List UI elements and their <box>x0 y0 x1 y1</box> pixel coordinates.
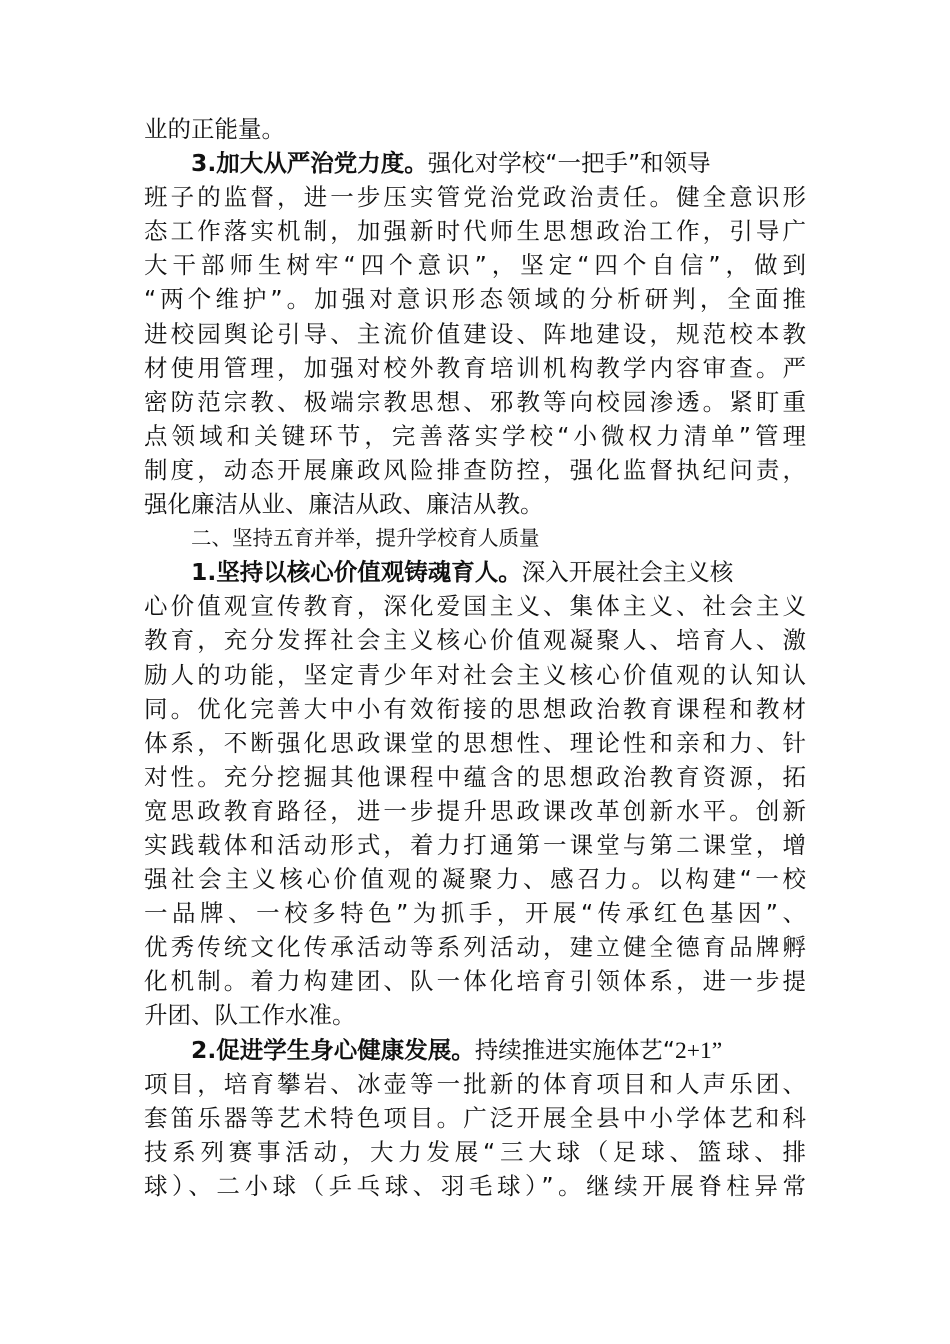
text-line: 心价值观宣传教育，深化爱国主义、集体主义、社会主义 <box>144 592 806 621</box>
text-line: 强化廉洁从业、廉洁从政、廉洁从教。 <box>144 490 544 519</box>
section-1-heading-line <box>144 555 806 589</box>
text-line: 励人的功能，坚定青少年对社会主义核心价值观的认知认 <box>144 660 806 689</box>
paragraph-text: 深入开展社会主义核 <box>521 558 734 587</box>
text-line: 技系列赛事活动，大力发展“三大球（足球、篮球、排 <box>144 1137 806 1166</box>
section-1-title: 1.坚持以核心价值观铸魂育人。 <box>191 558 522 587</box>
text-line: 化机制。着力构建团、队一体化培育引领体系，进一步提 <box>144 967 806 996</box>
text-line: 一品牌、一校多特色”为抓手，开展“传承红色基因”、 <box>144 899 806 928</box>
section-2-heading-line <box>144 1033 806 1067</box>
document-page <box>144 112 806 1203</box>
text-line: 实践载体和活动形式，着力打通第一课堂与第二课堂，增 <box>144 830 806 859</box>
section-3-heading-line <box>144 146 806 180</box>
text-line: “两个维护”。加强对意识形态领域的分析研判，全面推 <box>144 285 806 314</box>
text-line: 升团、队工作水准。 <box>144 1001 356 1030</box>
text-line: 业的正能量。 <box>144 115 285 143</box>
text-line: 材使用管理，加强对校外教育培训机构教学内容审查。严 <box>144 353 806 382</box>
text-line: 宽思政教育路径，进一步提升思政课改革创新水平。创新 <box>144 796 806 825</box>
text-line: 优秀传统文化传承活动等系列活动，建立健全德育品牌孵 <box>144 933 806 962</box>
text-line: 班子的监督，进一步压实管党治党政治责任。健全意识形 <box>144 183 806 212</box>
text-line: 球）、二小球（乒乓球、羽毛球）”。继续开展脊柱异常 <box>144 1171 806 1200</box>
section-2-title: 2.促进学生身心健康发展。 <box>191 1035 475 1064</box>
text-line: 态工作落实机制，加强新时代师生思想政治工作，引导广 <box>144 217 806 246</box>
text-line: 同。优化完善大中小有效衔接的思想政治教育课程和教材 <box>144 694 806 723</box>
number-2-plus-1: 2+1 <box>674 1037 712 1064</box>
text-line: 制度，动态开展廉政风险排查防控，强化监督执纪问责， <box>144 455 806 484</box>
text-line: 进校园舆论引导、主流价值建设、阵地建设，规范校本教 <box>144 319 806 348</box>
text-line: 对性。充分挖掘其他课程中蕴含的思想政治教育资源，拓 <box>144 762 806 791</box>
chapter-2-heading: 二、坚持五育并举，提升学校育人质量 <box>191 526 540 551</box>
text-line: 强社会主义核心价值观的凝聚力、感召力。以构建“一校 <box>144 865 806 894</box>
section-3-title: 3.加大从严治党力度。 <box>191 149 428 178</box>
text-line: 点领域和关键环节，完善落实学校“小微权力清单”管理 <box>144 421 806 450</box>
text-line: 教育，充分发挥社会主义核心价值观凝聚人、培育人、激 <box>144 626 806 655</box>
text-line: 密防范宗教、极端宗教思想、邪教等向校园渗透。紧盯重 <box>144 387 806 416</box>
paragraph-text: 强化对学校“一把手”和领导 <box>427 149 711 178</box>
paragraph-text: 持续推进实施体艺“ <box>474 1035 675 1064</box>
text-line: 项目，培育攀岩、冰壶等一批新的体育项目和人声乐团、 <box>144 1069 806 1098</box>
text-line: 体系，不断强化思政课堂的思想性、理论性和亲和力、针 <box>144 728 806 757</box>
closing-quote: ” <box>711 1037 723 1064</box>
text-line: 大干部师生树牢“四个意识”，坚定“四个自信”，做到 <box>144 251 806 280</box>
text-line: 套笛乐器等艺术特色项目。广泛开展全县中小学体艺和科 <box>144 1103 806 1132</box>
